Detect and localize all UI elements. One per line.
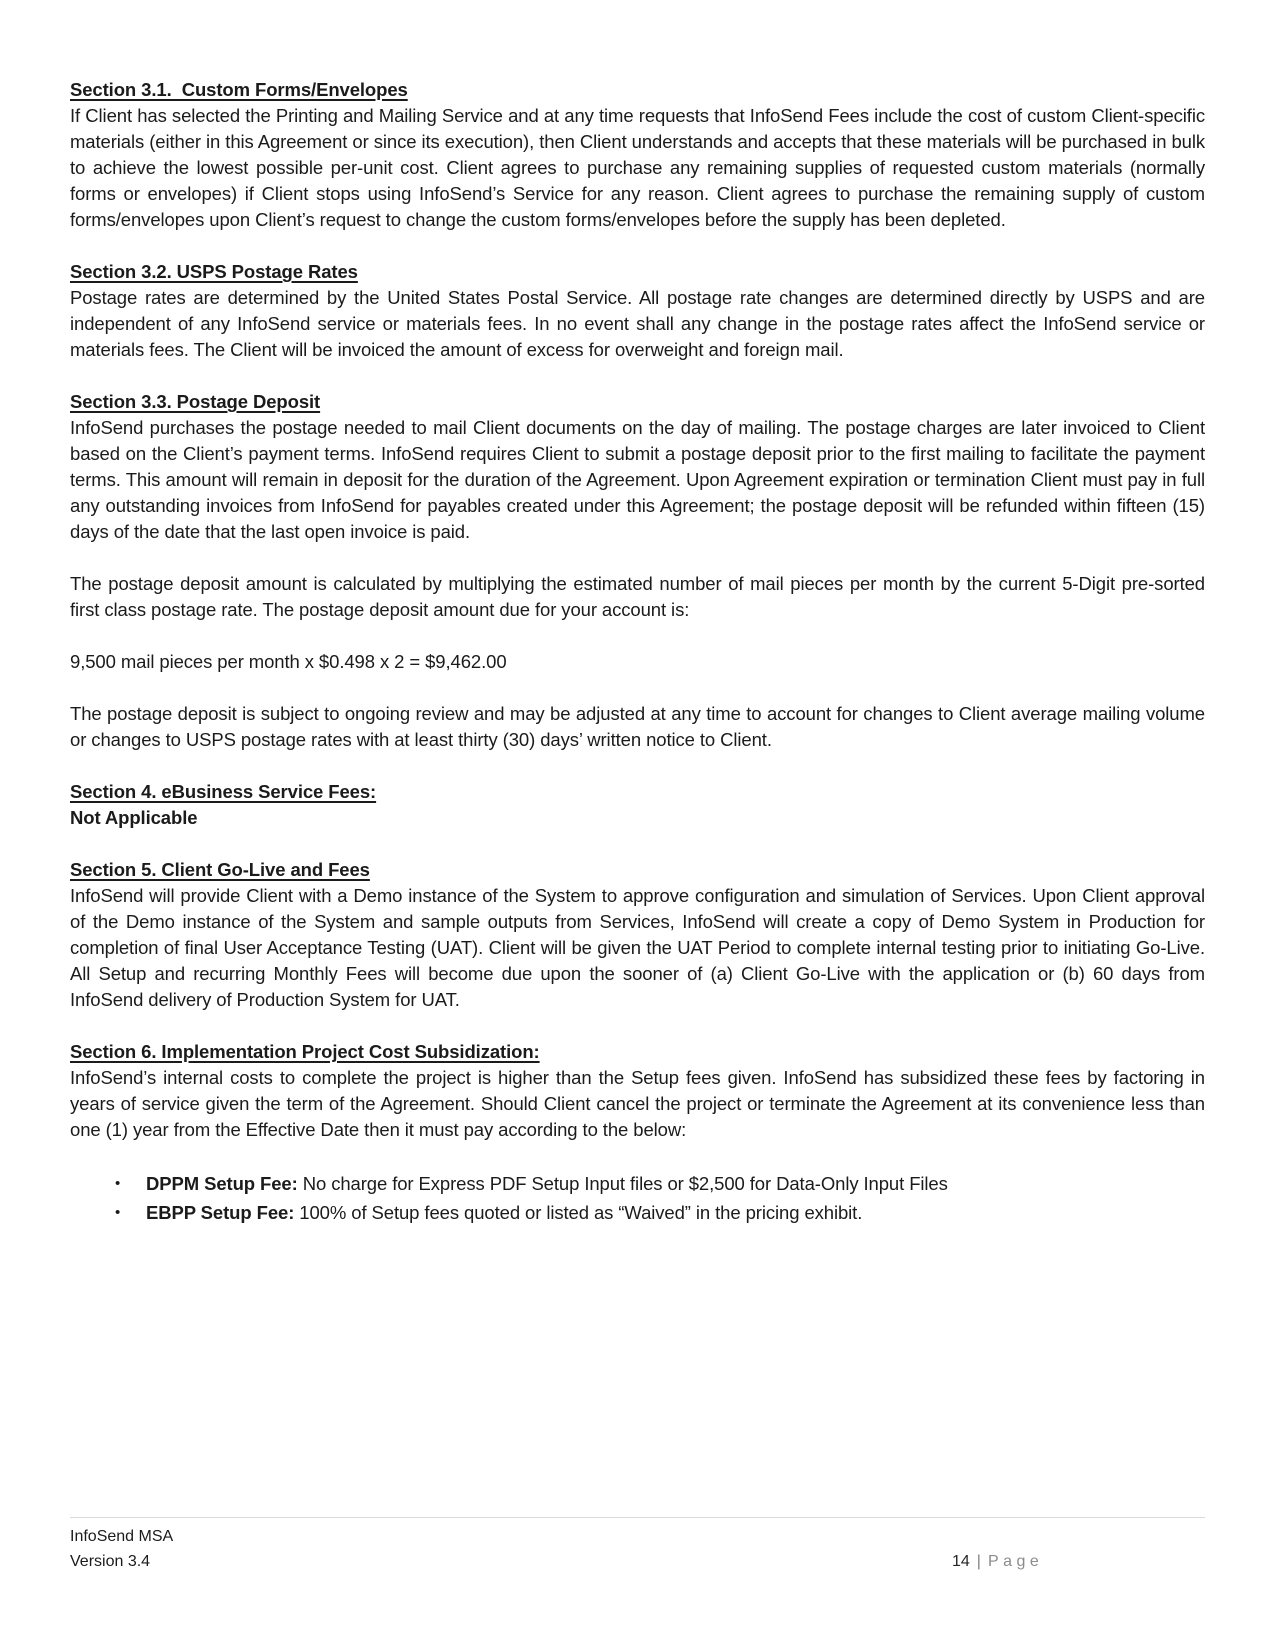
section-heading: Section 6. Implementation Project Cost Subsidization: [70,1041,540,1062]
section-cost-subsidization [70,1039,1205,1227]
section-heading: Section 3.2. USPS Postage Rates [70,261,358,282]
postage-deposit-formula: 9,500 mail pieces per month x $0.498 x 2 = $9,462.00 [70,651,507,672]
bullet-label: DPPM Setup Fee: [146,1173,298,1194]
bullet-body: No charge for Express PDF Setup Input files or $2,500 for Data-Only Input Files [297,1173,948,1194]
body-paragraph: Postage rates are determined by the United States Postal Service. All postage rate changes are determined directly by USPS and are independent of any InfoSend service or materials fees. In no event shall any change in the postage rates affect the InfoSend service or materials fees. The Client will be invoiced the amount of excess for overweight and foreign mail. [70,287,1205,360]
list-item-ebpp-setup-fee [115,1198,1205,1227]
section-heading: Section 4. eBusiness Service Fees: [70,781,377,802]
section-heading: Section 3.1. Custom Forms/Envelopes [70,79,408,100]
section-client-go-live [70,857,1205,1013]
page-number [952,1549,1043,1574]
bullet-dot-icon: • [115,1204,121,1221]
page-footer [70,1517,1205,1574]
page-number-value: 14 [952,1553,970,1570]
bullet-label: EBPP Setup Fee: [146,1202,295,1223]
footer-doc-title: InfoSend MSA [70,1528,174,1545]
body-paragraph: InfoSend’s internal costs to complete the project is higher than the Setup fees given. InfoSend has subsidized these fees by factoring in years of service given the term of the Agreement. Should Client cancel the project or terminate the Agreement at its convenience less than one (1) year from the Effective Date then it must pay according to the below: [70,1067,1205,1140]
page-number-word: Page [987,1553,1044,1570]
body-paragraph: InfoSend will provide Client with a Demo instance of the System to approve configuration and simulation of Services. Upon Client approval of the Demo instance of the System and sample outputs from Services, InfoSend will create a copy of Demo System in Production for completion of final User Acceptance Testing (UAT). Client will be given the UAT Period to complete internal testing prior to initiating Go-Live. All Setup and recurring Monthly Fees will become due upon the sooner of (a) Client Go-Live with the application or (b) 60 days from InfoSend delivery of Production System for UAT. [70,885,1205,1010]
body-paragraph: The postage deposit amount is calculated by multiplying the estimated number of mail pieces per month by the current 5-Digit pre-sorted first class postage rate. The postage deposit amount due for your account is: [70,573,1205,620]
body-paragraph: If Client has selected the Printing and Mailing Service and at any time requests that InfoSend Fees include the cost of custom Client-specific materials (either in this Agreement or since its execution), then Client understands and accepts that these materials will be purchased in bulk to achieve the lowest possible per-unit cost. Client agrees to purchase any remaining supplies of requested custom materials (normally forms or envelopes) if Client stops using InfoSend’s Service for any reason. Client agrees to purchase the remaining supply of custom forms/envelopes upon Client’s request to change the custom forms/envelopes before the supply has been depleted. [70,105,1205,230]
section-ebusiness-service-fees [70,779,1205,831]
section-postage-deposit [70,389,1205,753]
page-number-separator: | [976,1553,981,1570]
bullet-dot-icon: • [115,1175,121,1192]
body-paragraph: InfoSend purchases the postage needed to mail Client documents on the day of mailing. The postage charges are later invoiced to Client based on the Client’s payment terms. InfoSend requires Client to submit a postage deposit prior to the first mailing to facilitate the payment terms. This amount will remain in deposit for the duration of the Agreement. Upon Agreement expiration or termination Client must pay in full any outstanding invoices from InfoSend for payables created under this Agreement; the postage deposit will be refunded within fifteen (15) days of the date that the last open invoice is paid. [70,417,1205,542]
fee-bullet-list [115,1169,1205,1227]
list-item-dppm-setup-fee [115,1169,1205,1198]
section-heading: Section 5. Client Go-Live and Fees [70,859,370,880]
section-custom-forms-envelopes [70,77,1205,233]
body-paragraph: The postage deposit is subject to ongoing review and may be adjusted at any time to account for changes to Client average mailing volume or changes to USPS postage rates with at least thirty (30) days’ written notice to Client. [70,703,1205,750]
bullet-text [146,1198,862,1227]
bullet-text [146,1169,948,1198]
section-usps-postage-rates [70,259,1205,363]
bullet-body: 100% of Setup fees quoted or listed as “Waived” in the pricing exhibit. [294,1202,863,1223]
section-heading: Section 3.3. Postage Deposit [70,391,321,412]
footer-version: Version 3.4 [70,1553,151,1570]
not-applicable-text: Not Applicable [70,807,198,828]
